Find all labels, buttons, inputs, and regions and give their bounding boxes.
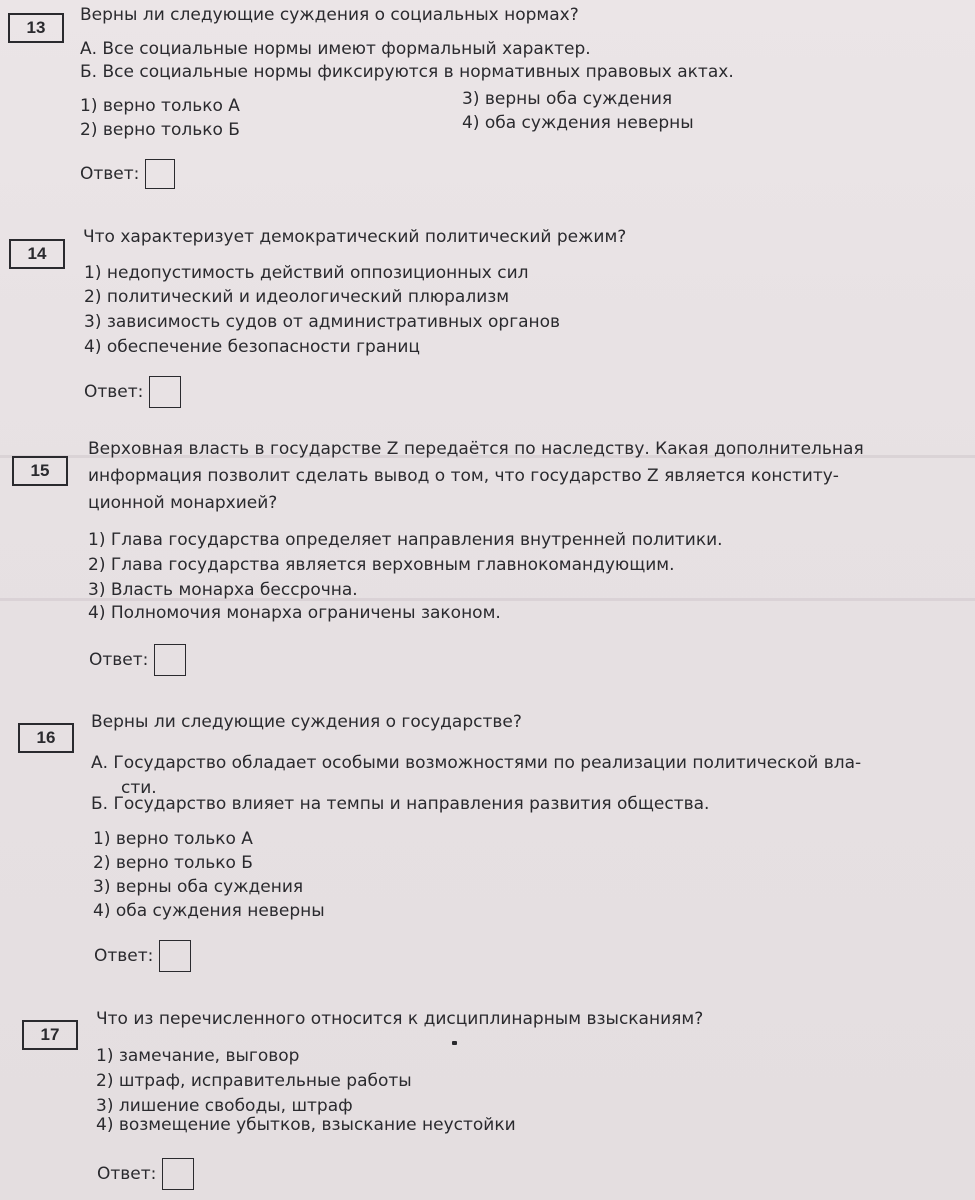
answer-row — [97, 1158, 194, 1190]
option-3: 3) верны оба суждения — [462, 89, 673, 109]
question-prompt: Верны ли следующие суждения о социальных нормах? — [80, 5, 579, 25]
option-2: 2) верно только Б — [80, 120, 240, 140]
question-prompt-line-2: информация позволит сделать вывод о том, что государство Z является конститу- — [88, 466, 839, 486]
answer-row — [84, 376, 181, 408]
option-4: 4) обеспечение безопасности границ — [84, 337, 420, 357]
option-3: 3) зависимость судов от административных органов — [84, 312, 561, 332]
question-prompt: Что характеризует демократический политический режим? — [83, 227, 627, 247]
statement-a-line-1: А. Государство обладает особыми возможностями по реализации политической вла- — [91, 753, 862, 773]
answer-row — [80, 159, 175, 189]
question-number: 16 — [18, 723, 74, 753]
question-prompt-line-1: Верховная власть в государстве Z передаётся по наследству. Какая дополнительная — [88, 439, 864, 459]
answer-box[interactable] — [145, 159, 175, 189]
option-2: 2) верно только Б — [93, 853, 253, 873]
statement-a: А. Все социальные нормы имеют формальный характер. — [80, 39, 591, 59]
question-number: 15 — [12, 456, 68, 486]
option-1: 1) верно только А — [93, 829, 253, 849]
question-prompt: Верны ли следующие суждения о государстве? — [91, 712, 522, 732]
statement-a-line-2: сти. — [121, 778, 157, 798]
question-prompt: Что из перечисленного относится к дисциплинарным взысканиям? — [96, 1009, 704, 1029]
answer-box[interactable] — [149, 376, 181, 408]
statement-b: Б. Все социальные нормы фиксируются в нормативных правовых актах. — [80, 62, 734, 82]
ink-mark — [452, 1041, 457, 1045]
option-1: 1) верно только А — [80, 96, 240, 116]
answer-row — [94, 940, 191, 972]
answer-label: Ответ: — [80, 164, 140, 184]
answer-box[interactable] — [162, 1158, 194, 1190]
answer-label: Ответ: — [84, 382, 144, 402]
question-number: 14 — [9, 239, 65, 269]
option-4: 4) оба суждения неверны — [462, 113, 694, 133]
option-3: 3) Власть монарха бессрочна. — [88, 580, 358, 600]
question-number: 17 — [22, 1020, 78, 1050]
option-4: 4) Полномочия монарха ограничены законом. — [88, 603, 501, 623]
statement-b: Б. Государство влияет на темпы и направления развития общества. — [91, 794, 710, 814]
question-number: 13 — [8, 13, 64, 43]
answer-row — [89, 644, 186, 676]
answer-label: Ответ: — [97, 1164, 157, 1184]
answer-label: Ответ: — [94, 946, 154, 966]
answer-box[interactable] — [154, 644, 186, 676]
option-2: 2) штраф, исправительные работы — [96, 1071, 412, 1091]
option-1: 1) Глава государства определяет направления внутренней политики. — [88, 530, 723, 550]
option-4: 4) возмещение убытков, взыскание неустойки — [96, 1115, 516, 1135]
option-2: 2) Глава государства является верховным главнокомандующим. — [88, 555, 675, 575]
option-3: 3) верны оба суждения — [93, 877, 304, 897]
option-4: 4) оба суждения неверны — [93, 901, 325, 921]
option-1: 1) замечание, выговор — [96, 1046, 300, 1066]
option-1: 1) недопустимость действий оппозиционных сил — [84, 263, 529, 283]
answer-label: Ответ: — [89, 650, 149, 670]
question-prompt-line-3: ционной монархией? — [88, 493, 278, 513]
option-3: 3) лишение свободы, штраф — [96, 1096, 353, 1116]
option-2: 2) политический и идеологический плюрализм — [84, 287, 510, 307]
answer-box[interactable] — [159, 940, 191, 972]
